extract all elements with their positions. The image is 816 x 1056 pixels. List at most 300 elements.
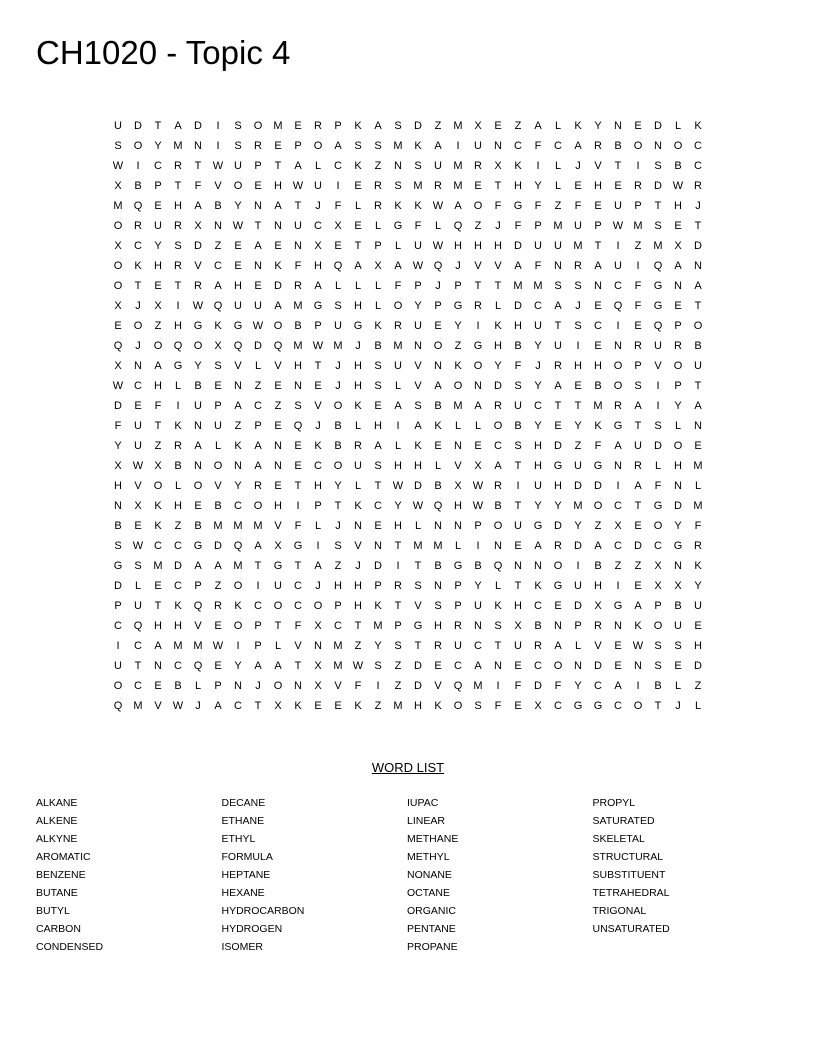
grid-letter: C	[334, 620, 342, 632]
grid-letter: N	[434, 580, 442, 592]
word-list-item: HEPTANE	[221, 869, 271, 881]
grid-letter: O	[113, 280, 123, 292]
grid-letter: K	[494, 320, 502, 332]
grid-letter: L	[314, 160, 322, 172]
grid-letter: L	[474, 420, 482, 432]
grid-row	[108, 676, 708, 696]
grid-letter: I	[476, 320, 480, 332]
grid-letter: R	[354, 440, 362, 452]
grid-letter: A	[554, 380, 562, 392]
grid-letter: Z	[374, 160, 382, 172]
grid-letter: S	[414, 400, 422, 412]
grid-letter: H	[354, 360, 362, 372]
grid-letter: J	[255, 680, 261, 692]
grid-letter: F	[294, 620, 302, 632]
grid-letter: W	[632, 640, 644, 652]
grid-letter: F	[294, 260, 302, 272]
grid-letter: C	[294, 580, 302, 592]
grid-letter: S	[654, 420, 662, 432]
grid-letter: L	[494, 300, 502, 312]
grid-letter: I	[316, 540, 320, 552]
grid-letter: D	[694, 240, 702, 252]
grid-letter: P	[254, 160, 262, 172]
grid-letter: A	[614, 680, 622, 692]
grid-letter: Z	[274, 400, 282, 412]
grid-letter: V	[354, 540, 362, 552]
grid-letter: U	[694, 360, 702, 372]
grid-letter: B	[594, 560, 602, 572]
grid-letter: W	[132, 540, 144, 552]
grid-letter: S	[134, 560, 142, 572]
grid-letter: P	[574, 620, 582, 632]
grid-letter: N	[694, 260, 702, 272]
grid-letter: H	[354, 580, 362, 592]
grid-letter: Z	[614, 560, 622, 572]
grid-letter: O	[553, 560, 563, 572]
grid-letter: T	[514, 580, 522, 592]
grid-letter: P	[594, 220, 602, 232]
grid-letter: N	[194, 460, 202, 472]
grid-letter: S	[394, 180, 402, 192]
grid-letter: H	[534, 440, 542, 452]
grid-letter: Z	[394, 680, 402, 692]
grid-letter: O	[213, 460, 223, 472]
grid-letter: I	[396, 560, 400, 572]
grid-letter: J	[195, 700, 201, 712]
grid-letter: G	[613, 600, 623, 612]
grid-letter: N	[614, 340, 622, 352]
grid-letter: I	[636, 680, 640, 692]
grid-letter: B	[674, 160, 682, 172]
grid-letter: C	[114, 620, 122, 632]
grid-letter: Q	[653, 260, 663, 272]
grid-letter: T	[494, 280, 502, 292]
grid-letter: W	[312, 340, 324, 352]
grid-letter: W	[112, 160, 124, 172]
grid-letter: E	[594, 340, 602, 352]
grid-letter: I	[616, 480, 620, 492]
grid-letter: E	[694, 440, 702, 452]
grid-letter: L	[554, 120, 562, 132]
grid-letter: L	[174, 480, 182, 492]
grid-letter: I	[376, 680, 380, 692]
grid-letter: F	[534, 200, 542, 212]
grid-row	[108, 316, 708, 336]
grid-letter: X	[494, 160, 502, 172]
word-list-column	[222, 794, 408, 956]
grid-letter: V	[234, 360, 242, 372]
grid-letter: M	[453, 120, 463, 132]
grid-letter: Z	[514, 120, 522, 132]
grid-letter: A	[634, 600, 642, 612]
grid-letter: U	[434, 160, 442, 172]
grid-letter: U	[474, 600, 482, 612]
grid-letter: B	[294, 320, 302, 332]
grid-letter: O	[113, 220, 123, 232]
grid-letter: J	[335, 360, 341, 372]
grid-letter: A	[394, 260, 402, 272]
grid-letter: K	[234, 440, 242, 452]
grid-letter: H	[154, 620, 162, 632]
grid-letter: O	[433, 340, 443, 352]
grid-letter: W	[472, 500, 484, 512]
grid-letter: K	[534, 580, 542, 592]
grid-letter: F	[194, 180, 202, 192]
grid-letter: C	[474, 640, 482, 652]
grid-letter: N	[214, 220, 222, 232]
grid-letter: C	[374, 500, 382, 512]
grid-letter: S	[214, 360, 222, 372]
grid-letter: Y	[674, 400, 682, 412]
grid-letter: H	[354, 300, 362, 312]
grid-letter: U	[694, 600, 702, 612]
grid-letter: P	[314, 320, 322, 332]
grid-letter: H	[314, 480, 322, 492]
grid-letter: S	[654, 220, 662, 232]
grid-letter: F	[594, 440, 602, 452]
grid-letter: G	[553, 580, 563, 592]
grid-letter: N	[474, 620, 482, 632]
grid-letter: F	[694, 520, 702, 532]
grid-letter: P	[214, 400, 222, 412]
grid-letter: Y	[194, 360, 202, 372]
grid-letter: L	[214, 440, 222, 452]
grid-letter: Q	[273, 340, 283, 352]
grid-letter: O	[393, 300, 403, 312]
grid-letter: K	[174, 600, 182, 612]
grid-letter: G	[173, 360, 183, 372]
grid-letter: Q	[133, 620, 143, 632]
grid-letter: E	[554, 600, 562, 612]
grid-letter: O	[113, 680, 123, 692]
grid-letter: P	[314, 500, 322, 512]
grid-letter: H	[114, 480, 122, 492]
grid-row	[108, 636, 708, 656]
grid-letter: D	[254, 340, 262, 352]
word-list-item: METHANE	[407, 833, 459, 845]
grid-letter: I	[476, 540, 480, 552]
grid-letter: M	[213, 520, 223, 532]
grid-letter: O	[653, 520, 663, 532]
grid-letter: F	[634, 300, 642, 312]
grid-letter: Y	[114, 440, 122, 452]
grid-letter: J	[355, 560, 361, 572]
grid-letter: P	[454, 600, 462, 612]
grid-letter: A	[234, 400, 242, 412]
grid-letter: G	[393, 220, 403, 232]
grid-row	[108, 536, 708, 556]
grid-letter: Y	[574, 680, 582, 692]
grid-letter: K	[434, 700, 442, 712]
grid-letter: F	[534, 140, 542, 152]
word-list-item: PENTANE	[407, 923, 456, 935]
word-list-column	[593, 794, 779, 956]
grid-letter: A	[214, 280, 222, 292]
grid-letter: S	[554, 280, 562, 292]
grid-letter: J	[675, 700, 681, 712]
grid-letter: U	[534, 480, 542, 492]
grid-letter: V	[414, 600, 422, 612]
grid-letter: N	[434, 520, 442, 532]
grid-letter: F	[294, 520, 302, 532]
grid-letter: K	[234, 600, 242, 612]
grid-letter: I	[616, 580, 620, 592]
grid-letter: O	[273, 680, 283, 692]
grid-letter: F	[334, 200, 342, 212]
word-list-item: ETHANE	[221, 815, 265, 827]
grid-letter: X	[654, 560, 662, 572]
grid-letter: L	[374, 280, 382, 292]
grid-letter: G	[653, 500, 663, 512]
grid-letter: P	[534, 220, 542, 232]
grid-letter: P	[294, 140, 302, 152]
grid-letter: M	[473, 680, 483, 692]
grid-letter: Y	[374, 640, 382, 652]
grid-letter: K	[214, 320, 222, 332]
grid-letter: D	[654, 440, 662, 452]
grid-letter: A	[274, 300, 282, 312]
grid-letter: L	[674, 120, 682, 132]
grid-letter: E	[674, 300, 682, 312]
grid-row	[108, 256, 708, 276]
grid-letter: E	[294, 460, 302, 472]
grid-letter: H	[434, 620, 442, 632]
grid-letter: O	[153, 480, 163, 492]
grid-letter: Y	[574, 420, 582, 432]
grid-letter: K	[354, 160, 362, 172]
grid-letter: D	[134, 120, 142, 132]
grid-letter: S	[374, 460, 382, 472]
grid-letter: T	[354, 620, 362, 632]
grid-letter: Y	[234, 480, 242, 492]
grid-letter: I	[216, 140, 220, 152]
grid-letter: T	[414, 640, 422, 652]
grid-letter: O	[113, 260, 123, 272]
grid-letter: R	[674, 340, 682, 352]
grid-letter: T	[414, 560, 422, 572]
grid-letter: T	[614, 160, 622, 172]
grid-letter: R	[174, 160, 182, 172]
grid-letter: D	[594, 660, 602, 672]
grid-letter: O	[333, 460, 343, 472]
grid-letter: V	[194, 260, 202, 272]
grid-letter: K	[434, 420, 442, 432]
grid-letter: A	[274, 660, 282, 672]
grid-letter: T	[294, 660, 302, 672]
grid-letter: O	[233, 620, 243, 632]
grid-letter: E	[374, 520, 382, 532]
grid-letter: K	[694, 560, 702, 572]
grid-letter: T	[254, 220, 262, 232]
grid-letter: S	[334, 300, 342, 312]
grid-letter: N	[454, 520, 462, 532]
grid-letter: U	[134, 600, 142, 612]
grid-letter: H	[274, 180, 282, 192]
grid-letter: E	[314, 700, 322, 712]
grid-letter: Y	[474, 580, 482, 592]
grid-letter: K	[414, 140, 422, 152]
grid-letter: B	[194, 380, 202, 392]
grid-letter: A	[254, 440, 262, 452]
grid-letter: K	[354, 500, 362, 512]
grid-letter: D	[654, 180, 662, 192]
grid-letter: K	[514, 160, 522, 172]
grid-letter: N	[234, 380, 242, 392]
grid-letter: Y	[154, 140, 162, 152]
grid-letter: N	[294, 240, 302, 252]
grid-letter: D	[574, 600, 582, 612]
grid-letter: J	[355, 340, 361, 352]
grid-letter: X	[514, 620, 522, 632]
grid-row	[108, 696, 708, 716]
grid-letter: O	[673, 360, 683, 372]
grid-letter: T	[294, 560, 302, 572]
grid-letter: E	[434, 660, 442, 672]
grid-letter: L	[374, 220, 382, 232]
grid-letter: E	[274, 240, 282, 252]
grid-letter: X	[594, 600, 602, 612]
grid-letter: E	[674, 660, 682, 672]
grid-letter: Z	[254, 380, 262, 392]
grid-letter: B	[514, 420, 522, 432]
grid-letter: Z	[374, 700, 382, 712]
grid-letter: C	[534, 660, 542, 672]
grid-letter: S	[394, 640, 402, 652]
grid-letter: S	[114, 140, 122, 152]
grid-letter: M	[633, 220, 643, 232]
grid-letter: X	[314, 680, 322, 692]
grid-letter: A	[154, 640, 162, 652]
grid-letter: S	[234, 120, 242, 132]
grid-letter: T	[394, 600, 402, 612]
grid-letter: X	[154, 300, 162, 312]
grid-letter: A	[434, 140, 442, 152]
grid-letter: O	[253, 500, 263, 512]
grid-letter: N	[494, 540, 502, 552]
grid-letter: Q	[433, 260, 443, 272]
grid-letter: W	[192, 300, 204, 312]
grid-letter: N	[634, 660, 642, 672]
grid-letter: R	[374, 200, 382, 212]
grid-letter: N	[354, 520, 362, 532]
grid-letter: K	[634, 620, 642, 632]
word-list-item: HEXANE	[221, 887, 265, 899]
grid-letter: O	[273, 600, 283, 612]
grid-letter: E	[154, 580, 162, 592]
grid-letter: A	[154, 360, 162, 372]
grid-letter: I	[216, 120, 220, 132]
grid-letter: Y	[674, 520, 682, 532]
grid-letter: M	[573, 500, 583, 512]
grid-letter: W	[472, 480, 484, 492]
grid-letter: B	[174, 460, 182, 472]
grid-letter: U	[134, 440, 142, 452]
grid-letter: L	[674, 420, 682, 432]
grid-letter: N	[494, 660, 502, 672]
grid-letter: N	[314, 640, 322, 652]
grid-letter: W	[672, 180, 684, 192]
grid-letter: W	[352, 660, 364, 672]
grid-letter: E	[334, 700, 342, 712]
grid-letter: Z	[214, 580, 222, 592]
grid-letter: I	[176, 400, 180, 412]
grid-letter: D	[414, 660, 422, 672]
grid-letter: X	[374, 260, 382, 272]
grid-letter: C	[514, 140, 522, 152]
grid-letter: S	[414, 160, 422, 172]
word-list-item: ALKYNE	[36, 833, 78, 845]
grid-letter: H	[294, 360, 302, 372]
grid-letter: X	[454, 480, 462, 492]
grid-letter: E	[274, 420, 282, 432]
grid-letter: Y	[394, 500, 402, 512]
grid-letter: H	[534, 460, 542, 472]
grid-letter: Z	[474, 220, 482, 232]
grid-letter: G	[453, 560, 463, 572]
grid-letter: R	[194, 280, 202, 292]
grid-letter: O	[233, 580, 243, 592]
grid-letter: E	[614, 180, 622, 192]
grid-letter: S	[654, 160, 662, 172]
grid-letter: U	[334, 320, 342, 332]
grid-letter: E	[674, 220, 682, 232]
grid-letter: F	[394, 280, 402, 292]
grid-letter: R	[554, 360, 562, 372]
grid-letter: C	[134, 640, 142, 652]
grid-letter: T	[694, 300, 702, 312]
grid-letter: M	[553, 220, 563, 232]
grid-letter: I	[296, 500, 300, 512]
grid-letter: N	[274, 220, 282, 232]
grid-letter: X	[314, 240, 322, 252]
grid-letter: U	[634, 440, 642, 452]
grid-letter: P	[654, 600, 662, 612]
grid-letter: C	[494, 440, 502, 452]
grid-letter: U	[554, 240, 562, 252]
grid-letter: K	[354, 120, 362, 132]
grid-letter: T	[374, 480, 382, 492]
grid-letter: D	[194, 240, 202, 252]
grid-letter: E	[214, 660, 222, 672]
grid-letter: S	[514, 380, 522, 392]
grid-letter: E	[154, 280, 162, 292]
grid-letter: O	[493, 420, 503, 432]
grid-letter: W	[172, 700, 184, 712]
grid-letter: V	[214, 180, 222, 192]
word-list-column	[407, 794, 593, 956]
grid-letter: O	[333, 400, 343, 412]
grid-letter: Z	[694, 680, 702, 692]
grid-letter: E	[154, 680, 162, 692]
grid-letter: L	[694, 700, 702, 712]
grid-letter: U	[214, 420, 222, 432]
grid-letter: T	[494, 180, 502, 192]
grid-letter: R	[394, 320, 402, 332]
grid-letter: E	[354, 220, 362, 232]
grid-letter: Y	[334, 480, 342, 492]
grid-letter: P	[254, 640, 262, 652]
grid-letter: U	[114, 660, 122, 672]
grid-letter: L	[694, 480, 702, 492]
grid-row	[108, 496, 708, 516]
grid-letter: B	[534, 620, 542, 632]
grid-row	[108, 556, 708, 576]
grid-letter: T	[154, 120, 162, 132]
grid-letter: K	[354, 400, 362, 412]
grid-letter: G	[193, 540, 203, 552]
grid-letter: J	[455, 260, 461, 272]
grid-letter: A	[334, 140, 342, 152]
